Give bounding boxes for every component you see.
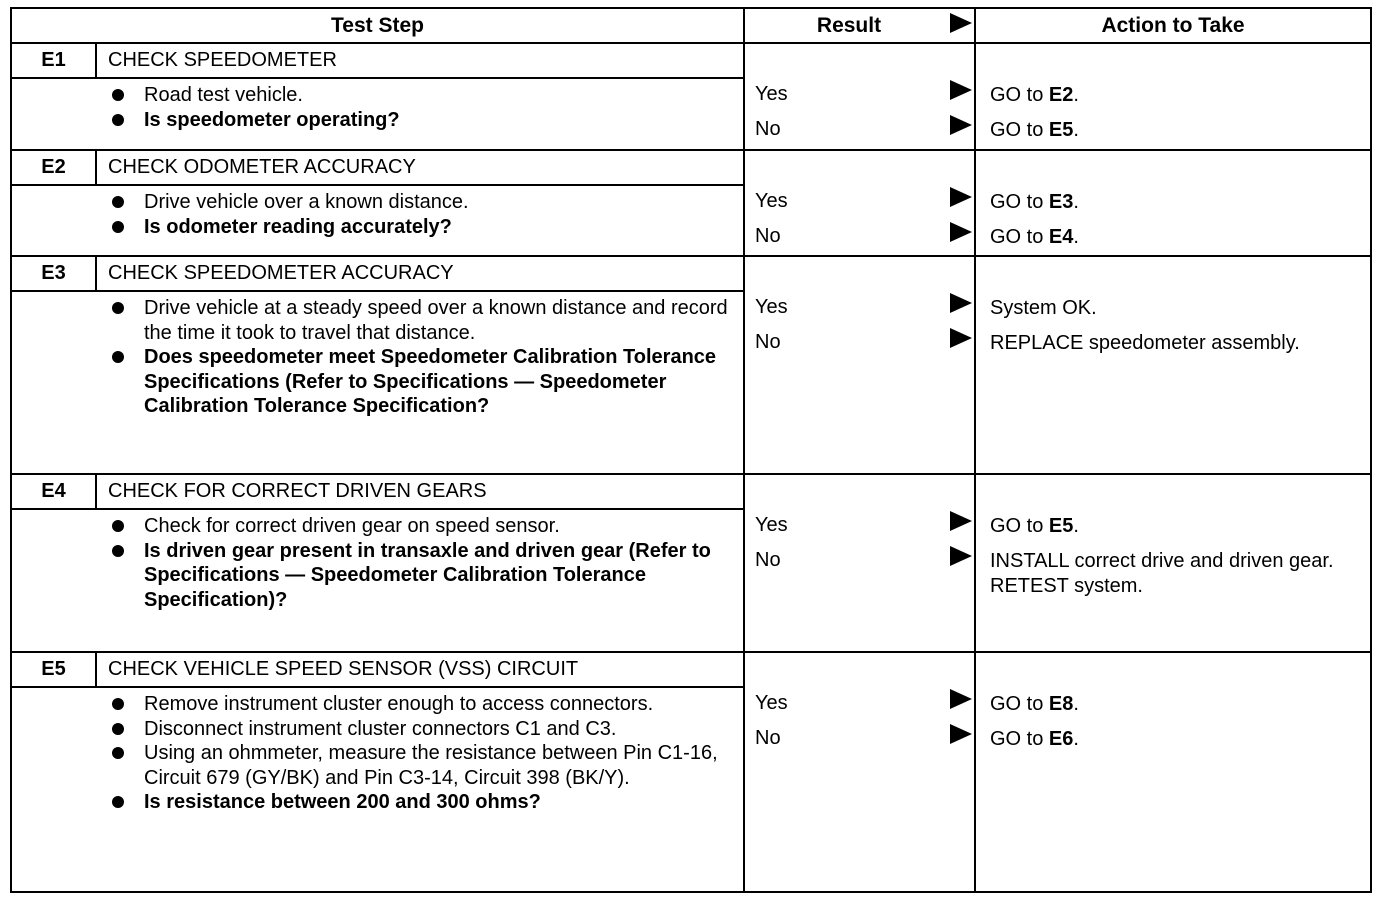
instruction-item [108, 539, 738, 613]
step-title: CHECK VEHICLE SPEED SENSOR (VSS) CIRCUIT [108, 658, 579, 680]
bullet-icon [112, 302, 124, 314]
action-text [990, 296, 1370, 321]
instruction-text: Is odometer reading accurately? [144, 215, 452, 238]
action-text [990, 727, 1370, 752]
instruction-text: Remove instrument cluster enough to access connectors. [144, 693, 654, 715]
step-title: CHECK FOR CORRECT DRIVEN GEARS [108, 480, 487, 502]
bullet-icon [112, 196, 124, 208]
action-step-ref: E6 [1048, 728, 1074, 750]
action-step-ref: E5 [1048, 515, 1074, 537]
step-instructions [108, 692, 738, 815]
bullet-icon [112, 114, 124, 126]
instruction-item [108, 514, 738, 539]
action-suffix: . [1073, 515, 1079, 537]
bullet-icon [112, 89, 124, 101]
action-suffix: . [1073, 84, 1079, 106]
instruction-item [108, 296, 738, 345]
instruction-item [108, 345, 738, 419]
header-arrow-icon [950, 13, 972, 33]
result-arrow-icon [950, 293, 972, 313]
result-arrow-icon [950, 511, 972, 531]
result-arrow-icon [950, 689, 972, 709]
instruction-text: Road test vehicle. [144, 84, 303, 106]
result-label: No [755, 331, 781, 353]
header-action: Action to Take [1101, 14, 1245, 37]
action-suffix: . [1073, 119, 1079, 141]
result-label: Yes [755, 296, 788, 318]
result-label: Yes [755, 83, 788, 105]
action-prefix: GO to [990, 515, 1049, 537]
instruction-item [108, 215, 738, 240]
action-step-ref: E2 [1048, 84, 1074, 106]
result-arrow-icon [950, 115, 972, 135]
action-text [990, 190, 1370, 215]
action-prefix: INSTALL correct drive and driven gear. RETEST system. [990, 550, 1334, 597]
instruction-text: Does speedometer meet Speedometer Calibration Tolerance Specifications (Refer to Specifications — Speedometer Calibration Tolerance Specification? [144, 346, 717, 417]
instruction-text: Check for correct driven gear on speed sensor. [144, 515, 560, 537]
result-arrow-icon [950, 222, 972, 242]
result-label: No [755, 727, 781, 749]
action-step-ref: E8 [1048, 693, 1074, 715]
result-label: Yes [755, 190, 788, 212]
bullet-icon [112, 520, 124, 532]
step-id: E1 [41, 49, 66, 71]
action-step-ref: E3 [1048, 191, 1074, 213]
result-label: No [755, 549, 781, 571]
result-arrow-icon [950, 724, 972, 744]
instruction-item [108, 692, 738, 717]
result-label: Yes [755, 692, 788, 714]
result-arrow-icon [950, 328, 972, 348]
action-prefix: GO to [990, 226, 1049, 248]
instruction-item [108, 741, 738, 790]
instruction-item [108, 190, 738, 215]
instruction-text: Drive vehicle at a steady speed over a known distance and record the time it took to travel that distance. [144, 297, 728, 344]
step-title: CHECK SPEEDOMETER ACCURACY [108, 262, 454, 284]
action-text [990, 83, 1370, 108]
instruction-text: Is speedometer operating? [144, 108, 400, 131]
bullet-icon [112, 796, 124, 808]
action-suffix: . [1073, 728, 1079, 750]
result-arrow-icon [950, 80, 972, 100]
bullet-icon [112, 221, 124, 233]
bullet-icon [112, 723, 124, 735]
action-text [990, 331, 1370, 356]
step-instructions [108, 83, 738, 132]
instruction-text: Using an ohmmeter, measure the resistance between Pin C1-16, Circuit 679 (GY/BK) and Pin C3-14, Circuit 398 (BK/Y). [144, 742, 718, 789]
diagnostic-table [10, 7, 1372, 893]
result-label: Yes [755, 514, 788, 536]
instruction-text: Drive vehicle over a known distance. [144, 191, 469, 213]
action-prefix: System OK. [990, 297, 1097, 319]
result-arrow-icon [950, 187, 972, 207]
action-text [990, 692, 1370, 717]
step-title: CHECK ODOMETER ACCURACY [108, 156, 416, 178]
result-arrow-icon [950, 546, 972, 566]
action-suffix: . [1073, 226, 1079, 248]
bullet-icon [112, 351, 124, 363]
header-test-step: Test Step [331, 14, 424, 37]
action-text [990, 549, 1370, 598]
action-suffix: . [1073, 191, 1079, 213]
action-text [990, 118, 1370, 143]
step-instructions [108, 190, 738, 239]
step-id: E4 [41, 480, 66, 502]
bullet-icon [112, 545, 124, 557]
instruction-item [108, 717, 738, 742]
action-prefix: GO to [990, 84, 1049, 106]
result-label: No [755, 225, 781, 247]
instruction-item [108, 108, 738, 133]
instruction-text: Is driven gear present in transaxle and driven gear (Refer to Specifications — Speedometer Calibration Tolerance Specification)? [144, 539, 711, 611]
action-text [990, 514, 1370, 539]
step-id: E5 [41, 658, 66, 680]
instruction-item [108, 83, 738, 108]
action-prefix: GO to [990, 191, 1049, 213]
action-prefix: GO to [990, 693, 1049, 715]
instruction-text: Is resistance between 200 and 300 ohms? [144, 791, 541, 813]
header-result: Result [816, 14, 882, 37]
result-label: No [755, 118, 781, 140]
action-step-ref: E4 [1048, 226, 1074, 248]
bullet-icon [112, 747, 124, 759]
action-step-ref: E5 [1048, 119, 1074, 141]
instruction-item [108, 790, 738, 815]
step-id: E3 [41, 262, 66, 284]
action-suffix: . [1073, 693, 1079, 715]
action-text [990, 225, 1370, 250]
action-prefix: GO to [990, 728, 1049, 750]
step-id: E2 [41, 156, 66, 178]
step-instructions [108, 514, 738, 612]
action-prefix: GO to [990, 119, 1049, 141]
bullet-icon [112, 698, 124, 710]
step-instructions [108, 296, 738, 419]
instruction-text: Disconnect instrument cluster connectors C1 and C3. [144, 717, 617, 740]
step-title: CHECK SPEEDOMETER [108, 49, 337, 71]
action-prefix: REPLACE speedometer assembly. [990, 332, 1300, 354]
